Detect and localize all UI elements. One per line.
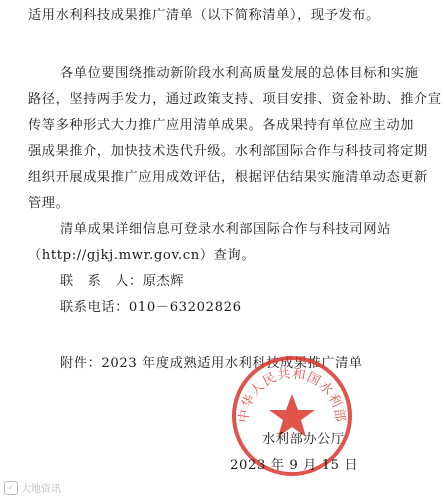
para1-line: 组织开展成果推广应用成效评估，根据评估结果实施清单动态更新 xyxy=(28,170,428,185)
issue-date: 2023 年 9 月 15 日 xyxy=(230,458,359,473)
seal-text: 中华人民共和国水利部 xyxy=(236,366,348,424)
watermark-icon: ✓ xyxy=(4,481,18,495)
para2-line: （http://gjkj.mwr.gov.cn）查询。 xyxy=(28,248,255,263)
contact-phone: 联系电话：010－63202826 xyxy=(60,300,242,315)
watermark-text: 大地资讯 xyxy=(21,484,61,495)
para1-line: 各单位要围绕推动新阶段水利高质量发展的总体目标和实施 xyxy=(60,66,419,81)
para1-line: 传等多种形式大力推广应用清单成果。各成果持有单位应主动加 xyxy=(28,118,415,133)
watermark xyxy=(4,480,61,495)
para1-line: 管理。 xyxy=(28,196,70,211)
issuer: 水利部办公厅 xyxy=(262,432,345,447)
para1-line: 路径，坚持两手发力，通过政策支持、项目安排、资金补助、推介宣 xyxy=(28,92,442,107)
attachment-line: 附件：2023 年度成熟适用水利科技成果推广清单 xyxy=(60,356,363,371)
contact-person: 联 系 人：原杰辉 xyxy=(60,274,185,289)
intro-line: 适用水利科技成果推广清单（以下简称清单），现予发布。 xyxy=(28,8,380,23)
para1-line: 强成果推介，加快技术迭代升级。水利部国际合作与科技司将定期 xyxy=(28,144,428,159)
para2-line: 清单成果详细信息可登录水利部国际合作与科技司网站 xyxy=(60,222,391,237)
